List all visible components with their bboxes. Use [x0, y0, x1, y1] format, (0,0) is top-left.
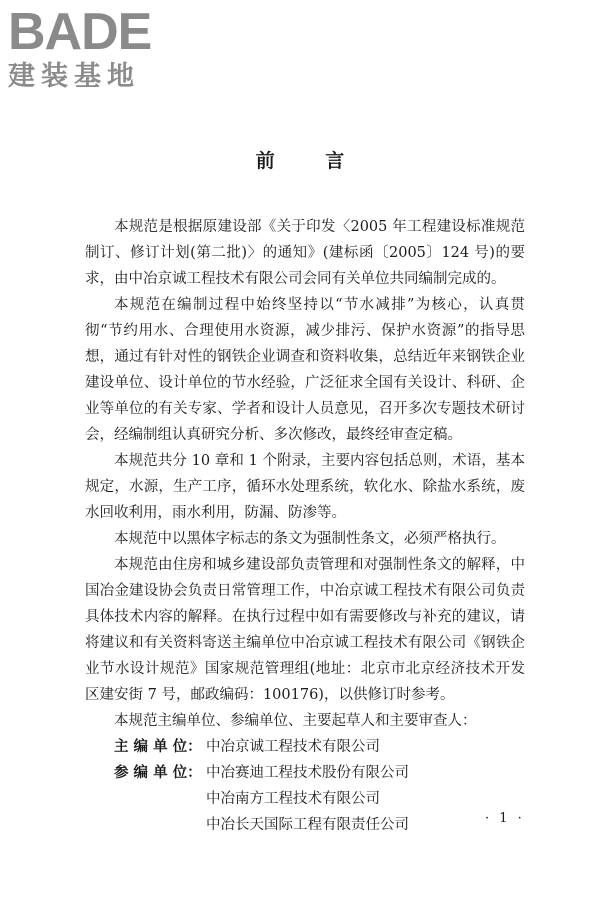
logo-subtitle: 建装基地	[8, 61, 140, 92]
participants-list	[206, 760, 525, 838]
participant-unit: 中冶赛迪工程技术股份有限公司	[206, 765, 409, 781]
participants-row	[85, 760, 525, 838]
chief-editor-unit: 中冶京诚工程技术有限公司	[206, 739, 380, 755]
paragraph-process: 本规范在编制过程中始终坚持以“节水减排”为核心，认真贯彻“节约用水、合理使用水资源，减少排污、保护水资源”的指导思想，通过有针对性的钢铁企业调查和资料收集，总结近年来钢铁企业建设单位、设计单位的节水经验，广泛征求全国有关设计、科研、企业等单位的有关专家、学者和设计人员意见，召开多次专题技术研讨会，经编制组认真研究分析、多次修改，最终经审查定稿。	[85, 297, 525, 443]
bade-logo	[8, 3, 152, 92]
participant-unit: 中冶长天国际工程有限责任公司	[206, 817, 409, 833]
page-number: · 1 ·	[485, 811, 525, 826]
participants-label: 参 编 单 位：	[114, 765, 202, 781]
document-body	[85, 214, 525, 838]
paragraph-basis: 本规范是根据原建设部《关于印发〈2005 年工程建设标准规范制订、修订计划(第二批)〉的通知》(建标函〔2005〕124 号)的要求，由中冶京诚工程技术有限公司会同有关单位共同编制完成的。	[85, 219, 525, 287]
chief-editor-label: 主 编 单 位：	[114, 739, 202, 755]
paragraph-management: 本规范由住房和城乡建设部负责管理和对强制性条文的解释，中国冶金建设协会负责日常管理工作，中冶京诚工程技术有限公司负责具体技术内容的解释。在执行过程中如有需要修改与补充的建议，请将建议和有关资料寄送主编单位中冶京诚工程技术有限公司《钢铁企业节水设计规范》国家规范管理组(地址：北京市北京经济技术开发区建安街 7 号，邮政编码：100176)，以供修订时参考。	[85, 557, 525, 703]
paragraph-mandatory: 本规范中以黑体字标志的条文为强制性条文，必须严格执行。	[114, 531, 506, 547]
page-title: 前 言	[255, 150, 367, 172]
paragraph-contents: 本规范共分 10 章和 1 个附录，主要内容包括总则，术语，基本规定，水源，生产工序，循环水处理系统，软化水、除盐水系统，废水回收利用，雨水利用，防漏、防渗等。	[85, 453, 525, 521]
participant-unit: 中冶南方工程技术有限公司	[206, 791, 380, 807]
paragraph-units-intro: 本规范主编单位、参编单位、主要起草人和主要审查人：	[114, 713, 477, 729]
chief-editor-row	[85, 734, 525, 760]
chief-editor-list	[206, 734, 525, 760]
logo-wordmark: BADE	[8, 3, 152, 61]
